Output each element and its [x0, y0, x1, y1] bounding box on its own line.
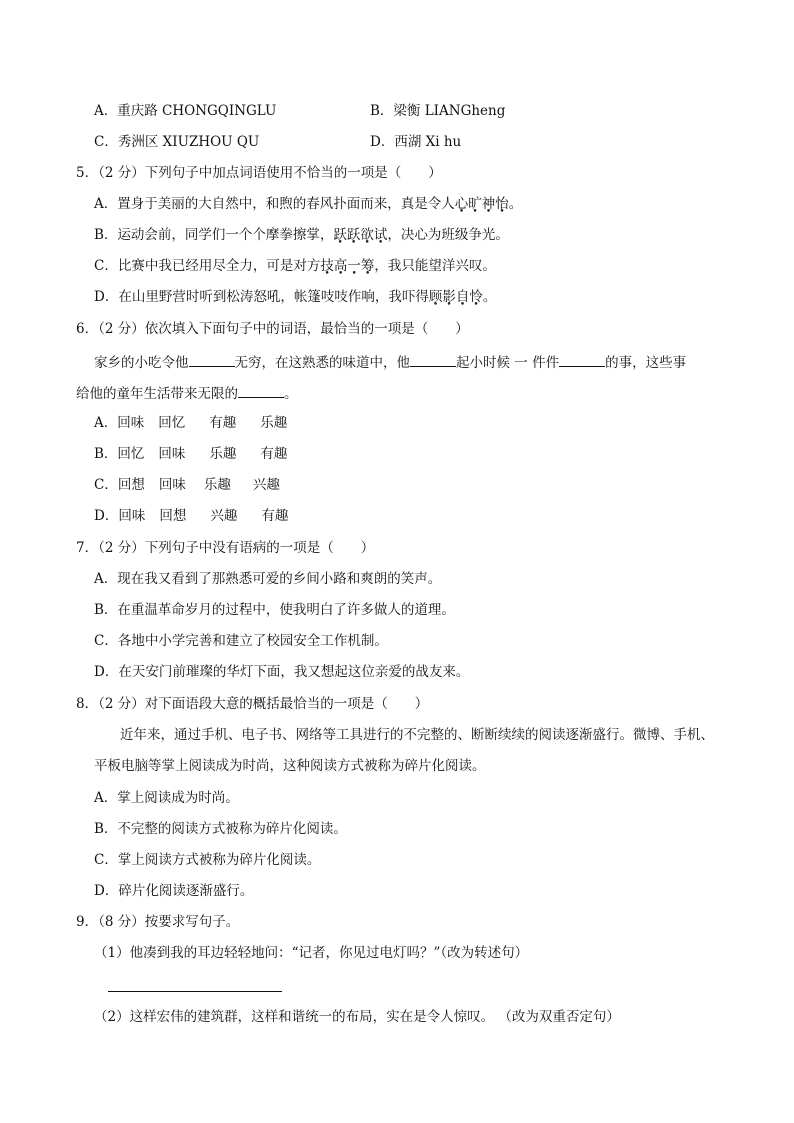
q9-sentence-2: （2）这样宏伟的建筑群，这样和谐统一的布局，实在是令人惊叹。 （改为双重否定句）: [94, 1009, 620, 1025]
q6-option-a: A．回味 回忆 有趣 乐趣: [94, 415, 288, 431]
q4-option-b: B．梁衡 LIANGheng: [370, 103, 506, 119]
q7-option-c: C．各地中小学完善和建立了校园安全工作机制。: [94, 633, 388, 649]
q6-blank-2[interactable]: [410, 352, 456, 367]
q9-sentence-1: （1）他凑到我的耳边轻轻地问：“记者，你见过电灯吗？”（改为转述句）: [94, 945, 529, 961]
q6-blank-1[interactable]: [189, 352, 235, 367]
q7-stem: 7．（2 分）下列句子中没有语病的一项是（ ）: [76, 540, 375, 556]
q5-option-d: D．在山里野营时听到松涛怒吼，帐篷吱吱作响，我吓得顾影自怜。: [94, 289, 497, 305]
q5-option-b: B．运动会前，同学们一个个摩拳擦掌，跃跃欲试，决心为班级争光。: [94, 227, 509, 243]
q6-blank-3[interactable]: [559, 352, 605, 367]
q5-option-c: C．比赛中我已经用尽全力，可是对方技高一筹，我只能望洋兴叹。: [94, 258, 496, 274]
q6-passage-line1: 家乡的小吃令他 无穷，在这熟悉的味道中，他 起小时候 一 件件 的事，这些事: [94, 352, 686, 372]
q8-option-a: A．掌上阅读成为时尚。: [94, 790, 239, 806]
q8-stem: 8．（2 分）对下面语段大意的概括最恰当的一项是（ ）: [76, 696, 429, 712]
q8-passage-line1: 近年来，通过手机、电子书、网络等工具进行的不完整的、断断续续的阅读逐渐盛行。微博、手机、: [120, 727, 714, 743]
q8-option-d: D．碎片化阅读逐渐盛行。: [94, 883, 254, 899]
q5-stem: 5．（2 分）下列句子中加点词语使用不恰当的一项是（ ）: [76, 165, 442, 181]
q8-option-b: B．不完整的阅读方式被称为碎片化阅读。: [94, 821, 347, 837]
q8-option-c: C．掌上阅读方式被称为碎片化阅读。: [94, 852, 321, 868]
q9-stem: 9．（8 分）按要求写句子。: [76, 914, 240, 930]
q6-blank-4[interactable]: [238, 383, 284, 398]
q4-option-a: A．重庆路 CHONGQINGLU: [94, 103, 277, 119]
q6-option-d: D．回味 回想 兴趣 有趣: [94, 508, 289, 524]
q6-option-c: C．回想 回味 乐趣 兴趣: [94, 477, 280, 493]
q4-option-c: C．秀洲区 XIUZHOU QU: [94, 134, 260, 150]
q6-stem: 6．（2 分）依次填入下面句子中的词语，最恰当的一项是（ ）: [76, 321, 469, 337]
q7-option-b: B．在重温革命岁月的过程中，使我明白了许多做人的道理。: [94, 602, 455, 618]
q6-option-b: B．回忆 回味 乐趣 有趣: [94, 446, 288, 462]
q7-option-d: D．在天安门前璀璨的华灯下面，我又想起这位亲爱的战友来。: [94, 664, 470, 680]
q8-passage-line2: 平板电脑等掌上阅读成为时尚，这种阅读方式被称为碎片化阅读。: [94, 758, 486, 774]
q5-option-a: A．置身于美丽的大自然中，和煦的春风扑面而来，真是令人心旷神怡。: [94, 196, 523, 212]
q9-answer-line-1[interactable]: [108, 991, 282, 992]
q4-option-d: D．西湖 Xi hu: [370, 134, 462, 150]
q6-passage-line2: 给他的童年生活带来无限的 。: [76, 383, 298, 403]
q7-option-a: A．现在我又看到了那熟悉可爱的乡间小路和爽朗的笑声。: [94, 571, 442, 587]
